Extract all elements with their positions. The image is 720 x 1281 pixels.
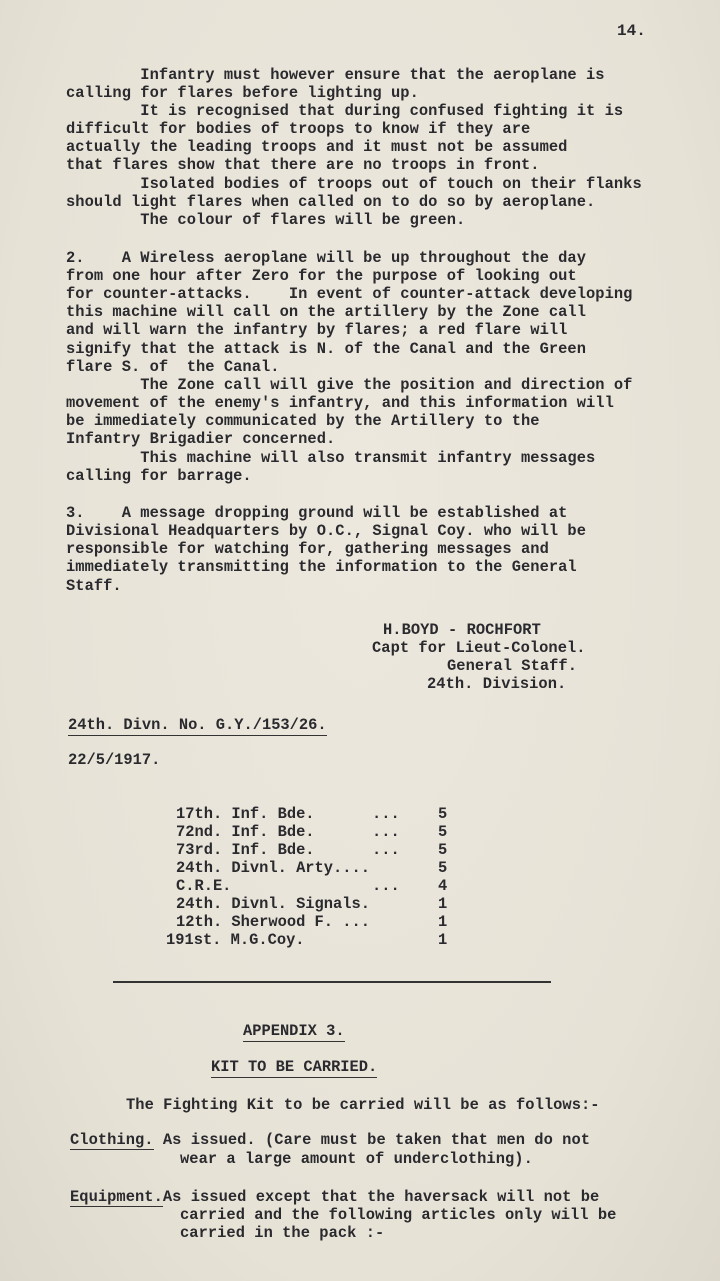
copy-count: 5 bbox=[438, 805, 448, 823]
unit-name: 24th. Divnl. Arty.... bbox=[176, 859, 370, 877]
unit-name: 191st. M.G.Coy. bbox=[166, 931, 305, 949]
appendix-subheading: KIT TO BE CARRIED. bbox=[211, 1058, 378, 1076]
text-line: calling for barrage. bbox=[66, 467, 252, 485]
clothing-text: As issued. (Care must be taken that men do not bbox=[153, 1131, 591, 1149]
text-line: This machine will also transmit infantry messages bbox=[66, 449, 596, 467]
signature-title: 24th. Division. bbox=[427, 675, 567, 693]
text-line: should light flares when called on to do so by aeroplane. bbox=[66, 193, 596, 211]
unit-name: 73rd. Inf. Bde. bbox=[176, 841, 315, 859]
text-line: Staff. bbox=[66, 577, 122, 595]
text-line: 3. A message dropping ground will be established at bbox=[66, 504, 568, 522]
text-line: signify that the attack is N. of the Canal and the Green bbox=[66, 340, 587, 358]
text-line: actually the leading troops and it must not be assumed bbox=[66, 138, 568, 156]
text-line: movement of the enemy's infantry, and this information will bbox=[66, 394, 614, 412]
text-line: that flares show that there are no troops in front. bbox=[66, 156, 540, 174]
equipment-text: carried and the following articles only will be bbox=[180, 1206, 617, 1224]
text-line: calling for flares before lighting up. bbox=[66, 84, 419, 102]
text-line: difficult for bodies of troops to know if they are bbox=[66, 120, 531, 138]
signature-name: H.BOYD - ROCHFORT bbox=[383, 621, 541, 639]
unit-name: C.R.E. bbox=[176, 877, 232, 895]
text-line: immediately transmitting the information to the General bbox=[66, 558, 577, 576]
signature-title: General Staff. bbox=[447, 657, 578, 675]
text-line: It is recognised that during confused fighting it is bbox=[66, 102, 624, 120]
equipment-item bbox=[70, 1188, 599, 1206]
text-line: this machine will call on the artillery by the Zone call bbox=[66, 303, 587, 321]
equipment-text: carried in the pack :- bbox=[180, 1224, 385, 1242]
leader-dots: ... bbox=[372, 877, 400, 895]
text-line: The colour of flares will be green. bbox=[66, 211, 466, 229]
page-number: 14. bbox=[617, 22, 646, 40]
equipment-text: As issued except that the haversack will not be bbox=[162, 1188, 600, 1206]
leader-dots: ... bbox=[372, 805, 400, 823]
reference-number: 24th. Divn. No. G.Y./153/26. bbox=[68, 716, 327, 734]
copy-count: 5 bbox=[438, 823, 448, 841]
appendix-intro: The Fighting Kit to be carried will be as follows:- bbox=[126, 1096, 600, 1114]
appendix-heading: APPENDIX 3. bbox=[243, 1022, 345, 1040]
text-line: for counter-attacks. In event of counter-attack developing bbox=[66, 285, 633, 303]
copy-count: 5 bbox=[438, 841, 448, 859]
copy-count: 1 bbox=[438, 931, 448, 949]
unit-name: 17th. Inf. Bde. bbox=[176, 805, 315, 823]
text-line: and will warn the infantry by flares; a red flare will bbox=[66, 321, 568, 339]
leader-dots: ... bbox=[372, 841, 400, 859]
copy-count: 4 bbox=[438, 877, 448, 895]
text-line: flare S. of the Canal. bbox=[66, 358, 280, 376]
leader-dots: ... bbox=[372, 823, 400, 841]
text-line: from one hour after Zero for the purpose of looking out bbox=[66, 267, 577, 285]
equipment-label: Equipment. bbox=[70, 1188, 163, 1206]
copy-count: 5 bbox=[438, 859, 448, 877]
copy-count: 1 bbox=[438, 913, 448, 931]
text-line: Infantry Brigadier concerned. bbox=[66, 430, 336, 448]
clothing-label: Clothing. bbox=[70, 1131, 154, 1149]
text-line: be immediately communicated by the Artillery to the bbox=[66, 412, 540, 430]
signature-title: Capt for Lieut-Colonel. bbox=[372, 639, 586, 657]
clothing-item bbox=[70, 1131, 590, 1149]
unit-name: 72nd. Inf. Bde. bbox=[176, 823, 315, 841]
text-line: The Zone call will give the position and direction of bbox=[66, 376, 633, 394]
text-line: Isolated bodies of troops out of touch on their flanks bbox=[66, 175, 642, 193]
divider bbox=[113, 981, 551, 983]
text-line: 2. A Wireless aeroplane will be up throughout the day bbox=[66, 249, 587, 267]
text-line: Infantry must however ensure that the aeroplane is bbox=[66, 66, 605, 84]
text-line: Divisional Headquarters by O.C., Signal Coy. who will be bbox=[66, 522, 587, 540]
unit-name: 12th. Sherwood F. ... bbox=[176, 913, 370, 931]
text-line: responsible for watching for, gathering messages and bbox=[66, 540, 549, 558]
unit-name: 24th. Divnl. Signals. bbox=[176, 895, 370, 913]
document-date: 22/5/1917. bbox=[68, 751, 161, 769]
clothing-text: wear a large amount of underclothing). bbox=[180, 1150, 533, 1168]
copy-count: 1 bbox=[438, 895, 448, 913]
